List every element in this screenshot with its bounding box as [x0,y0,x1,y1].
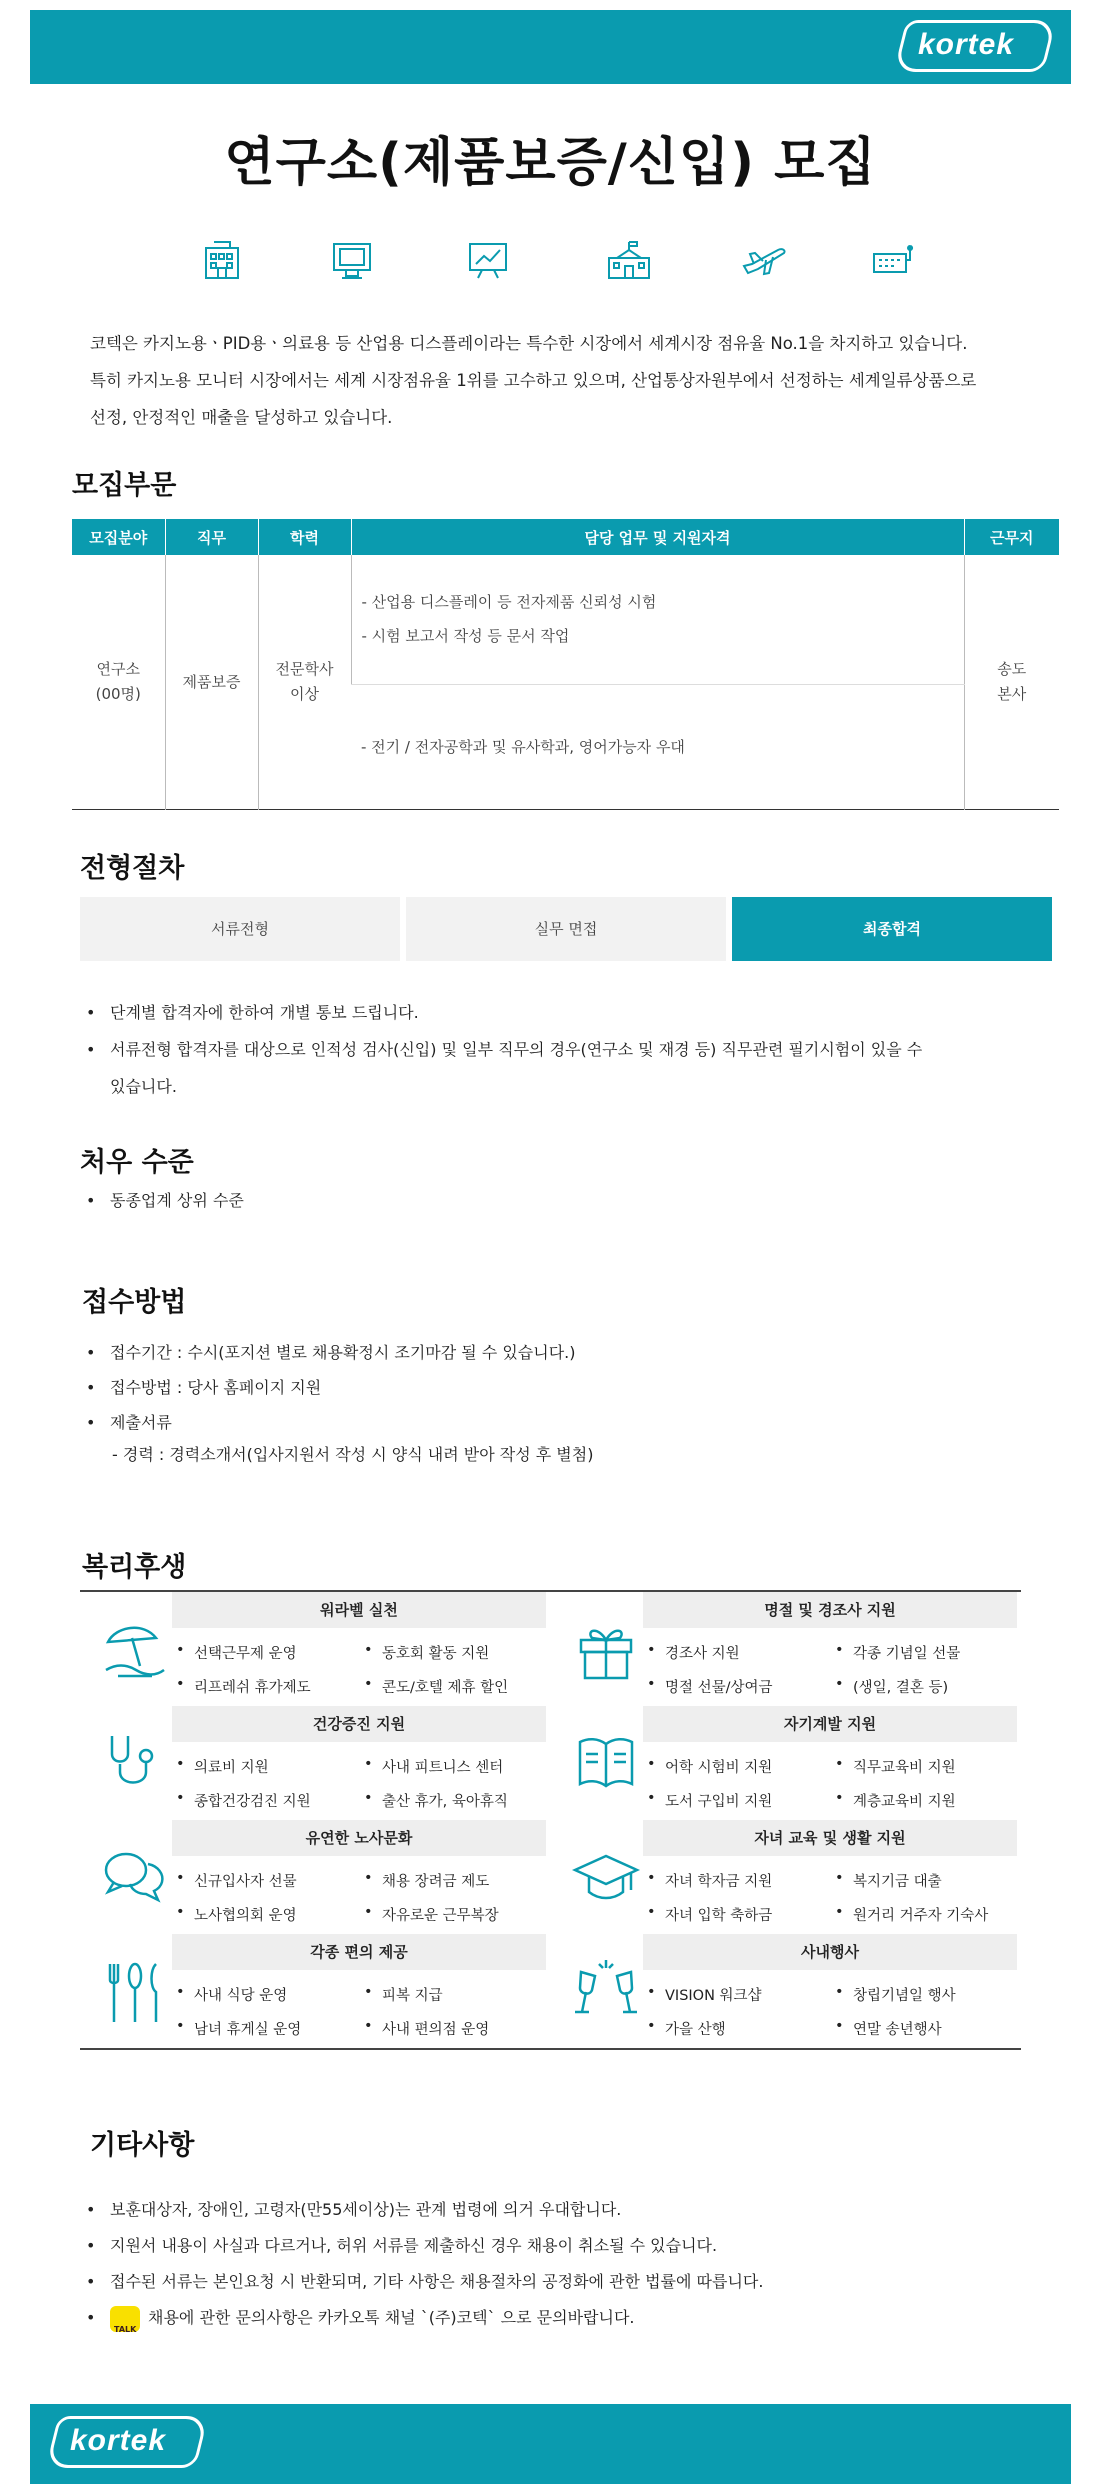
etc-heading: 기타사항 [90,2130,195,2161]
apply-item: • 제출서류 [86,1405,1046,1440]
airplane-icon [740,238,788,286]
apply-item: • 접수기간 : 수시(포지션 별로 채용확정시 조기마감 될 수 있습니다.) [86,1335,1046,1370]
welfare-item: • 계층교육비 지원 [853,1790,956,1811]
welfare-title: 명절 및 경조사 지원 [643,1592,1017,1628]
footer-logo[interactable]: kortek [70,2424,167,2457]
book-icon [571,1728,641,1798]
welfare-item: • 의료비 지원 [194,1756,269,1777]
welfare-heading: 복리후생 [82,1552,187,1583]
welfare-item: • 자유로운 근무복장 [382,1904,499,1925]
welfare-item: • VISION 워크샵 [665,1984,762,2005]
welfare-item: • 각종 기념일 선물 [853,1642,960,1663]
welfare-item: • 명절 선물/상여금 [665,1676,773,1697]
process-heading: 전형절차 [80,853,185,884]
intro-line-3: 선정, 안정적인 매출을 달성하고 있습니다. [90,408,393,427]
welfare-cell [551,1934,1021,2048]
etc-list [86,2192,1046,2336]
recruit-heading: 모집부문 [72,470,177,501]
welfare-item: • 자녀 학자금 지원 [665,1870,772,1891]
etc-item: • 보훈대상자, 장애인, 고령자(만55세이상)는 관계 법령에 의거 우대합니다. [86,2192,1046,2228]
champagne-icon [571,1956,641,2026]
welfare-title: 각종 편의 제공 [172,1934,546,1970]
welfare-item: • 피복 지급 [382,1984,443,2005]
monitor-icon [330,238,374,286]
welfare-title: 워라벨 실천 [172,1592,546,1628]
welfare-cell [551,1592,1021,1706]
etc-item-kakao [86,2300,1046,2336]
company-intro [90,325,1040,436]
col-edu: 학력 [258,519,351,555]
duty-line: - 산업용 디스플레이 등 전자제품 신뢰성 시험 [361,593,657,612]
cell-job: 제품보증 [165,555,258,809]
welfare-title: 건강증진 지원 [172,1706,546,1742]
col-job: 직무 [165,519,258,555]
step-interview: 실무 면접 [406,897,726,961]
note-item: • 서류전형 합격자를 대상으로 인적성 검사(신입) 및 일부 직무의 경우(연구소 및 재경 등) 직무관련 필기시험이 있을 수 [86,1031,1046,1068]
cell-qualification: - 전기 / 전자공학과 및 유사학과, 영어가능자 우대 [361,738,685,756]
stethoscope-icon [100,1728,170,1798]
welfare-item: • 리프레쉬 휴가제도 [194,1676,311,1697]
welfare-item: • 창립기념일 행사 [853,1984,956,2005]
welfare-title: 유연한 노사문화 [172,1820,546,1856]
graduation-cap-icon [571,1842,641,1912]
welfare-item: • 가을 산행 [665,2018,726,2039]
welfare-item: • 출산 휴가, 육아휴직 [382,1790,508,1811]
chat-icon [100,1842,170,1912]
cell-duties [351,555,964,684]
welfare-item: • 선택근무제 운영 [194,1642,297,1663]
apply-list [86,1335,1046,1440]
device-icon [870,238,914,286]
process-steps [80,897,1050,961]
welfare-item: • 종합건강검진 지원 [194,1790,311,1811]
note-item: • 단계별 합격자에 한하여 개별 통보 드립니다. [86,994,1046,1031]
welfare-grid [80,1590,1021,2050]
treatment-heading: 처우 수준 [80,1147,194,1178]
step-final: 최종합격 [732,897,1052,961]
welfare-item: • 남녀 휴게실 운영 [194,2018,301,2039]
kakaotalk-icon [110,2306,140,2332]
process-notes [86,994,1046,1068]
treatment-item: • 동종업계 상위 수준 [86,1185,244,1217]
col-field: 모집분야 [72,519,165,555]
etc-item-text: 채용에 관한 문의사항은 카카오톡 채널 `(주)코텍` 으로 문의바랍니다. [148,2308,635,2327]
cell-location: 송도 본사 [964,555,1059,809]
apply-heading: 접수방법 [82,1287,187,1318]
page-title: 연구소(제품보증/신입) 모집 [224,133,877,193]
welfare-cell [80,1820,550,1934]
welfare-item: • 도서 구입비 지원 [665,1790,772,1811]
welfare-item: • 채용 장려금 제도 [382,1870,489,1891]
duty-line: - 시험 보고서 작성 등 문서 작업 [361,627,570,646]
etc-item: • 접수된 서류는 본인요청 시 반환되며, 기타 사항은 채용절차의 공정화에 관한 법률에 따릅니다. [86,2264,1046,2300]
welfare-cell [80,1934,550,2048]
welfare-cell [551,1820,1021,1934]
recruit-table [72,519,1059,810]
footer-bar [30,2404,1071,2484]
welfare-cell [80,1592,550,1706]
welfare-item: • 연말 송년행사 [853,2018,942,2039]
welfare-item: • 복지기금 대출 [853,1870,942,1891]
welfare-title: 자녀 교육 및 생활 지원 [643,1820,1017,1856]
treatment-list [86,1185,244,1217]
welfare-cell [551,1706,1021,1820]
welfare-item: • 경조사 지원 [665,1642,740,1663]
apply-item: • 접수방법 : 당사 홈페이지 지원 [86,1370,1046,1405]
presentation-icon [466,238,510,286]
col-duties: 담당 업무 및 지원자격 [351,519,964,555]
gift-icon [571,1614,641,1684]
note-continued: 있습니다. [110,1077,177,1096]
welfare-item: • 직무교육비 지원 [853,1756,956,1777]
welfare-item: • 콘도/호텔 제휴 할인 [382,1676,508,1697]
header-bar [30,10,1071,84]
kakaotalk-label: • TALK [114,2324,137,2334]
welfare-item: • 사내 식당 운영 [194,1984,287,2005]
umbrella-beach-icon [100,1614,170,1684]
welfare-item: • 노사협의회 운영 [194,1904,297,1925]
intro-line-2: 특히 카지노용 모니터 시장에서는 세계 시장점유율 1위를 고수하고 있으며, 산업통상자원부에서 선정하는 세계일류상품으로 [90,371,977,390]
cutlery-icon [100,1956,170,2026]
welfare-item: • 자녀 입학 축하금 [665,1904,772,1925]
welfare-item: • 원거리 거주자 기숙사 [853,1904,988,1925]
welfare-title: 자기계발 지원 [643,1706,1017,1742]
cell-edu: 전문학사 이상 [258,555,351,809]
welfare-item: • 사내 피트니스 센터 [382,1756,503,1777]
cell-field: 연구소 (00명) [95,659,141,703]
col-location: 근무지 [964,519,1059,555]
header-logo[interactable]: kortek [918,28,1015,61]
apply-sub: - 경력 : 경력소개서(입사지원서 작성 시 양식 내려 받아 작성 후 별첨) [112,1445,594,1464]
welfare-item: • 어학 시험비 지원 [665,1756,772,1777]
welfare-title: 사내행사 [643,1934,1017,1970]
icon-row [200,238,900,288]
welfare-item: • 사내 편의점 운영 [382,2018,489,2039]
welfare-item: • 동호회 활동 지원 [382,1642,489,1663]
step-document: 서류전형 [80,897,400,961]
etc-item: • 지원서 내용이 사실과 다르거나, 허위 서류를 제출하신 경우 채용이 취소될 수 있습니다. [86,2228,1046,2264]
welfare-item: • 신규입사자 선물 [194,1870,297,1891]
intro-line-1: 코텍은 카지노용ㆍPID용ㆍ의료용 등 산업용 디스플레이라는 특수한 시장에서 세계시장 점유율 No.1을 차지하고 있습니다. [90,334,968,353]
building-icon [200,238,244,286]
welfare-cell [80,1706,550,1820]
welfare-item-continued: • (생일, 결혼 등) [853,1676,948,1697]
school-icon [605,238,653,286]
